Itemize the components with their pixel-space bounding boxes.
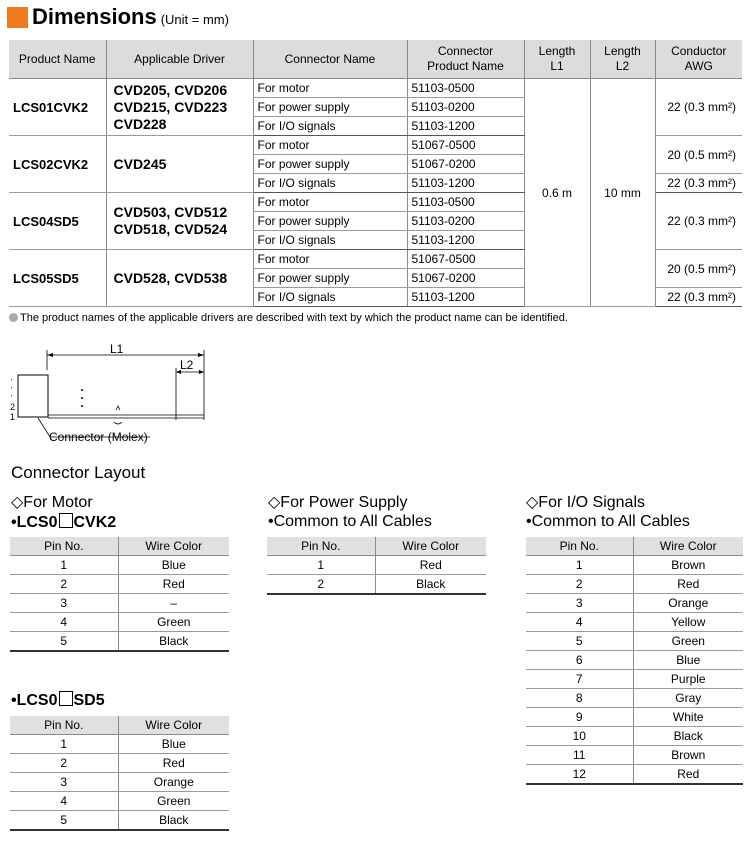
- connector-part: 51103-1200: [407, 117, 524, 136]
- length-l2-value: 10 mm: [590, 79, 655, 307]
- connector-part: 51103-0500: [407, 79, 524, 98]
- pin-number: 1: [10, 735, 118, 754]
- product-name: LCS02CVK2: [9, 136, 106, 193]
- placeholder-square-icon: [59, 513, 73, 528]
- io-pin-table: [526, 537, 743, 785]
- pin-number: 2: [10, 575, 118, 594]
- connector-name: For power supply: [253, 212, 407, 231]
- wire-color: Green: [633, 632, 743, 651]
- awg-value: 20 (0.5 mm²): [655, 136, 742, 174]
- pin-number: 4: [526, 613, 633, 632]
- col-connector-name: Connector Name: [253, 40, 407, 79]
- table-row: [526, 708, 743, 727]
- applicable-driver: CVD503, CVD512 CVD518, CVD524: [106, 193, 253, 250]
- table-row: [526, 556, 743, 575]
- pin-number: 4: [10, 792, 118, 811]
- connector-name: For I/O signals: [253, 288, 407, 307]
- col-awg: Conductor AWG: [655, 40, 742, 79]
- pin-number: 5: [10, 811, 118, 831]
- length-l1-value: 0.6 m: [524, 79, 590, 307]
- motor-cvk2-pin-table: [10, 537, 229, 652]
- pin-number: 1: [10, 556, 118, 575]
- wire-color: Brown: [633, 556, 743, 575]
- table-row: [526, 632, 743, 651]
- col-pin-no: Pin No.: [526, 537, 633, 556]
- table-row: [526, 594, 743, 613]
- wire-color: Black: [633, 727, 743, 746]
- section-title: Connector Layout: [11, 463, 146, 482]
- wire-color: Orange: [633, 594, 743, 613]
- table-row: [10, 556, 229, 575]
- connector-name: For I/O signals: [253, 117, 407, 136]
- product-name: LCS01CVK2: [9, 79, 106, 136]
- pin-number: 3: [526, 594, 633, 613]
- svg-text:·: ·: [10, 374, 13, 384]
- wire-color: Brown: [633, 746, 743, 765]
- table-row: [10, 632, 229, 652]
- pin-number: 9: [526, 708, 633, 727]
- col-pin-no: Pin No.: [10, 716, 118, 735]
- table-row: [267, 556, 486, 575]
- pin-1-label: 1: [10, 412, 16, 422]
- pin-number: 11: [526, 746, 633, 765]
- wire-color: Red: [633, 765, 743, 785]
- pin-number: 6: [526, 651, 633, 670]
- bullet-dot-icon: [9, 313, 18, 322]
- table-row: [10, 754, 229, 773]
- connector-name: For motor: [253, 79, 407, 98]
- connector-name: For power supply: [253, 98, 407, 117]
- wire-color: Black: [375, 575, 486, 595]
- pin-number: 5: [10, 632, 118, 652]
- pin-number: 4: [10, 613, 118, 632]
- wire-color: Purple: [633, 670, 743, 689]
- table-row: [10, 811, 229, 831]
- wire-color: Red: [118, 754, 229, 773]
- wire-color: Blue: [118, 735, 229, 754]
- placeholder-square-icon: [59, 691, 73, 706]
- pin-number: 1: [267, 556, 375, 575]
- awg-value: 22 (0.3 mm²): [655, 79, 742, 136]
- col-wire-color: Wire Color: [118, 716, 229, 735]
- table-row: [526, 727, 743, 746]
- wire-color: White: [633, 708, 743, 727]
- table-row: [526, 575, 743, 594]
- table-row: [10, 613, 229, 632]
- wire-color: Yellow: [633, 613, 743, 632]
- pin-number: 5: [526, 632, 633, 651]
- svg-text:·: ·: [10, 390, 13, 400]
- col-wire-color: Wire Color: [118, 537, 229, 556]
- applicable-driver: CVD528, CVD538: [106, 250, 253, 307]
- connector-part: 51103-1200: [407, 174, 524, 193]
- pin-number: 10: [526, 727, 633, 746]
- product-name: LCS04SD5: [9, 193, 106, 250]
- col-length-l1: Length L1: [524, 40, 590, 79]
- table-row: [526, 689, 743, 708]
- table-row: [526, 651, 743, 670]
- wire-color: Red: [375, 556, 486, 575]
- table-row: [9, 79, 742, 98]
- svg-text:·: ·: [10, 382, 13, 392]
- connector-name: For power supply: [253, 155, 407, 174]
- io-heading: ◇For I/O Signals: [526, 494, 646, 511]
- connector-part: 51067-0500: [407, 136, 524, 155]
- col-connector-product: Connector Product Name: [407, 40, 524, 79]
- connector-name: For motor: [253, 250, 407, 269]
- wire-color: Orange: [118, 773, 229, 792]
- pin-number: 8: [526, 689, 633, 708]
- unit-label: (Unit = mm): [160, 12, 229, 27]
- connector-part: 51103-1200: [407, 288, 524, 307]
- table-row: [10, 594, 229, 613]
- table-row: [526, 670, 743, 689]
- table-row: [10, 735, 229, 754]
- pin-number: 12: [526, 765, 633, 785]
- wire-color: Green: [118, 792, 229, 811]
- applicable-driver: CVD205, CVD206 CVD215, CVD223 CVD228: [106, 79, 253, 136]
- footnote: The product names of the applicable drivers are described with text by which the product name can be identified.: [9, 312, 568, 324]
- table-row: [10, 773, 229, 792]
- col-product-name: Product Name: [9, 40, 106, 79]
- power-pin-table: [267, 537, 486, 595]
- connector-name: For motor: [253, 136, 407, 155]
- wire-color: Gray: [633, 689, 743, 708]
- product-name: LCS05SD5: [9, 250, 106, 307]
- connector-callout: Connector (Molex): [49, 430, 148, 444]
- table-row: [10, 792, 229, 811]
- awg-value: 22 (0.3 mm²): [655, 288, 742, 307]
- page-title: Dimensions (Unit = mm): [32, 4, 229, 29]
- table-row: [526, 765, 743, 785]
- connector-part: 51067-0500: [407, 250, 524, 269]
- col-pin-no: Pin No.: [267, 537, 375, 556]
- cable-dimension-diagram: [0, 338, 230, 448]
- table-row: [526, 746, 743, 765]
- pin-number: 3: [10, 773, 118, 792]
- connector-part: 51103-0200: [407, 98, 524, 117]
- connector-name: For I/O signals: [253, 174, 407, 193]
- wire-color: –: [118, 594, 229, 613]
- header-accent-square: [7, 7, 28, 28]
- wire-color: Red: [633, 575, 743, 594]
- col-wire-color: Wire Color: [375, 537, 486, 556]
- connector-name: For motor: [253, 193, 407, 212]
- pin-number: 2: [267, 575, 375, 595]
- pin-2-label: 2: [10, 402, 16, 412]
- connector-name: For power supply: [253, 269, 407, 288]
- connector-part: 51103-1200: [407, 231, 524, 250]
- pin-number: 7: [526, 670, 633, 689]
- awg-value: 20 (0.5 mm²): [655, 250, 742, 288]
- motor-sd5-heading: •LCS0 SD5: [11, 692, 105, 709]
- io-sub: •Common to All Cables: [526, 513, 690, 530]
- motor-sd5-pin-table: [10, 716, 229, 831]
- table-row: [267, 575, 486, 595]
- table-row: [526, 613, 743, 632]
- awg-value: 22 (0.3 mm²): [655, 193, 742, 250]
- wire-color: Black: [118, 811, 229, 831]
- col-applicable-driver: Applicable Driver: [106, 40, 253, 79]
- applicable-driver: CVD245: [106, 136, 253, 193]
- pin-number: 2: [10, 754, 118, 773]
- col-pin-no: Pin No.: [10, 537, 118, 556]
- connector-name: For I/O signals: [253, 231, 407, 250]
- awg-value: 22 (0.3 mm²): [655, 174, 742, 193]
- wire-color: Black: [118, 632, 229, 652]
- connector-part: 51103-0200: [407, 212, 524, 231]
- power-heading: ◇For Power Supply: [268, 494, 408, 511]
- connector-part: 51103-0500: [407, 193, 524, 212]
- motor-cvk2-heading: •LCS0 CVK2: [11, 514, 117, 531]
- pin-number: 3: [10, 594, 118, 613]
- wire-color: Blue: [118, 556, 229, 575]
- table-row: [10, 575, 229, 594]
- wire-color: Red: [118, 575, 229, 594]
- wire-color: Blue: [633, 651, 743, 670]
- l2-label: L2: [180, 358, 194, 372]
- pin-number: 1: [526, 556, 633, 575]
- connector-part: 51067-0200: [407, 269, 524, 288]
- power-sub: •Common to All Cables: [268, 513, 432, 530]
- connector-part: 51067-0200: [407, 155, 524, 174]
- col-wire-color: Wire Color: [633, 537, 743, 556]
- motor-heading: ◇For Motor: [11, 494, 93, 511]
- pin-number: 2: [526, 575, 633, 594]
- dimensions-table: [9, 40, 742, 307]
- wire-color: Green: [118, 613, 229, 632]
- l1-label: L1: [110, 342, 124, 356]
- col-length-l2: Length L2: [590, 40, 655, 79]
